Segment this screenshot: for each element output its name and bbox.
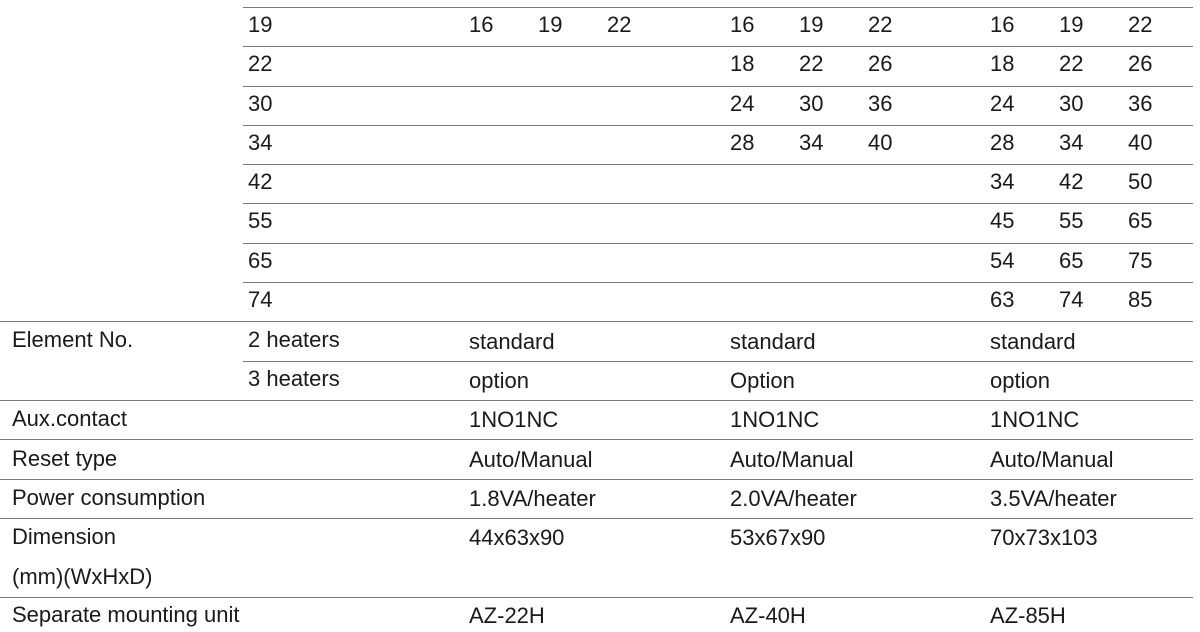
- reset-type-az40h: Auto/Manual: [730, 447, 854, 472]
- two-heaters-az22h: standard: [469, 329, 555, 354]
- two-heaters-az40h: standard: [730, 329, 816, 354]
- dimension-label: Dimension: [12, 524, 116, 549]
- range-row-label: 42: [248, 169, 273, 194]
- reset-type-az22h: Auto/Manual: [469, 447, 593, 472]
- cell-az85h-mid: 55: [1059, 208, 1084, 233]
- three-heaters-label: 3 heaters: [248, 366, 340, 391]
- cell-az40h-max: 26: [868, 51, 893, 76]
- rule-dimension: [0, 597, 1193, 598]
- cell-az40h-max: 40: [868, 130, 893, 155]
- rule-top: [243, 7, 1193, 8]
- cell-az85h-min: 18: [990, 51, 1015, 76]
- element-no-label: Element No.: [12, 327, 134, 352]
- cell-az85h-max: 40: [1128, 130, 1153, 155]
- cell-az85h-min: 34: [990, 169, 1015, 194]
- two-heaters-label: 2 heaters: [248, 327, 340, 352]
- rule-aux-contact: [0, 439, 1193, 440]
- cell-az85h-min: 28: [990, 130, 1015, 155]
- rule-power: [0, 518, 1193, 519]
- power-consumption-az22h: 1.8VA/heater: [469, 486, 596, 511]
- cell-az85h-max: 85: [1128, 287, 1153, 312]
- range-row-label: 19: [248, 12, 273, 37]
- dimension-az22h: 44x63x90: [469, 525, 565, 550]
- dimension-az85h: 70x73x103: [990, 525, 1098, 550]
- cell-az22h-min: 16: [469, 12, 494, 37]
- aux-contact-az22h: 1NO1NC: [469, 407, 559, 432]
- rule-element-no-bottom: [0, 400, 1193, 401]
- cell-az22h-max: 22: [607, 12, 632, 37]
- rule-row-2: [243, 86, 1193, 87]
- cell-az40h-max: 36: [868, 91, 893, 116]
- power-consumption-az85h: 3.5VA/heater: [990, 486, 1117, 511]
- reset-type-label: Reset type: [12, 446, 118, 471]
- range-row-label: 30: [248, 91, 273, 116]
- cell-az40h-mid: 34: [799, 130, 824, 155]
- cell-az85h-min: 63: [990, 287, 1015, 312]
- rule-row-1: [243, 46, 1193, 47]
- mounting-unit-label: Separate mounting unit: [12, 602, 240, 627]
- cell-az85h-min: 45: [990, 208, 1015, 233]
- three-heaters-az85h: option: [990, 368, 1050, 393]
- cell-az40h-mid: 30: [799, 91, 824, 116]
- cell-az85h-max: 75: [1128, 248, 1153, 273]
- cell-az40h-min: 24: [730, 91, 755, 116]
- cell-az40h-min: 18: [730, 51, 755, 76]
- cell-az85h-max: 36: [1128, 91, 1153, 116]
- cell-az40h-min: 28: [730, 130, 755, 155]
- mounting-unit-az40h: AZ-40H: [730, 603, 806, 628]
- cell-az85h-mid: 19: [1059, 12, 1084, 37]
- three-heaters-az40h: Option: [730, 368, 795, 393]
- power-consumption-label: Power consumption: [12, 485, 206, 510]
- range-row-label: 34: [248, 130, 273, 155]
- two-heaters-az85h: standard: [990, 329, 1076, 354]
- rule-row-4: [243, 164, 1193, 165]
- cell-az85h-mid: 42: [1059, 169, 1084, 194]
- cell-az85h-max: 65: [1128, 208, 1153, 233]
- rule-row-5: [243, 203, 1193, 204]
- cell-az85h-mid: 30: [1059, 91, 1084, 116]
- mounting-unit-az85h: AZ-85H: [990, 603, 1066, 628]
- cell-az85h-min: 24: [990, 91, 1015, 116]
- range-row-label: 55: [248, 208, 273, 233]
- cell-az85h-mid: 22: [1059, 51, 1084, 76]
- reset-type-az85h: Auto/Manual: [990, 447, 1114, 472]
- cell-az85h-mid: 34: [1059, 130, 1084, 155]
- rule-reset-type: [0, 479, 1193, 480]
- mounting-unit-az22h: AZ-22H: [469, 603, 545, 628]
- cell-az85h-min: 16: [990, 12, 1015, 37]
- cell-az85h-max: 26: [1128, 51, 1153, 76]
- range-row-label: 22: [248, 51, 273, 76]
- rule-row-8: [0, 321, 1193, 322]
- cell-az85h-max: 22: [1128, 12, 1153, 37]
- rule-row-6: [243, 243, 1193, 244]
- cell-az85h-mid: 74: [1059, 287, 1084, 312]
- range-row-label: 65: [248, 248, 273, 273]
- range-row-label: 74: [248, 287, 273, 312]
- dimension-az40h: 53x67x90: [730, 525, 826, 550]
- rule-row-3: [243, 125, 1193, 126]
- cell-az40h-max: 22: [868, 12, 893, 37]
- cell-az40h-mid: 22: [799, 51, 824, 76]
- dimension-unit-label: (mm)(WxHxD): [12, 564, 153, 589]
- cell-az85h-min: 54: [990, 248, 1015, 273]
- cell-az85h-mid: 65: [1059, 248, 1084, 273]
- three-heaters-az22h: option: [469, 368, 529, 393]
- cell-az22h-mid: 19: [538, 12, 563, 37]
- aux-contact-az85h: 1NO1NC: [990, 407, 1080, 432]
- power-consumption-az40h: 2.0VA/heater: [730, 486, 857, 511]
- cell-az40h-min: 16: [730, 12, 755, 37]
- rule-element-no-split: [243, 361, 1193, 362]
- cell-az85h-max: 50: [1128, 169, 1153, 194]
- cell-az40h-mid: 19: [799, 12, 824, 37]
- rule-row-7: [243, 282, 1193, 283]
- aux-contact-label: Aux.contact: [12, 406, 127, 431]
- aux-contact-az40h: 1NO1NC: [730, 407, 820, 432]
